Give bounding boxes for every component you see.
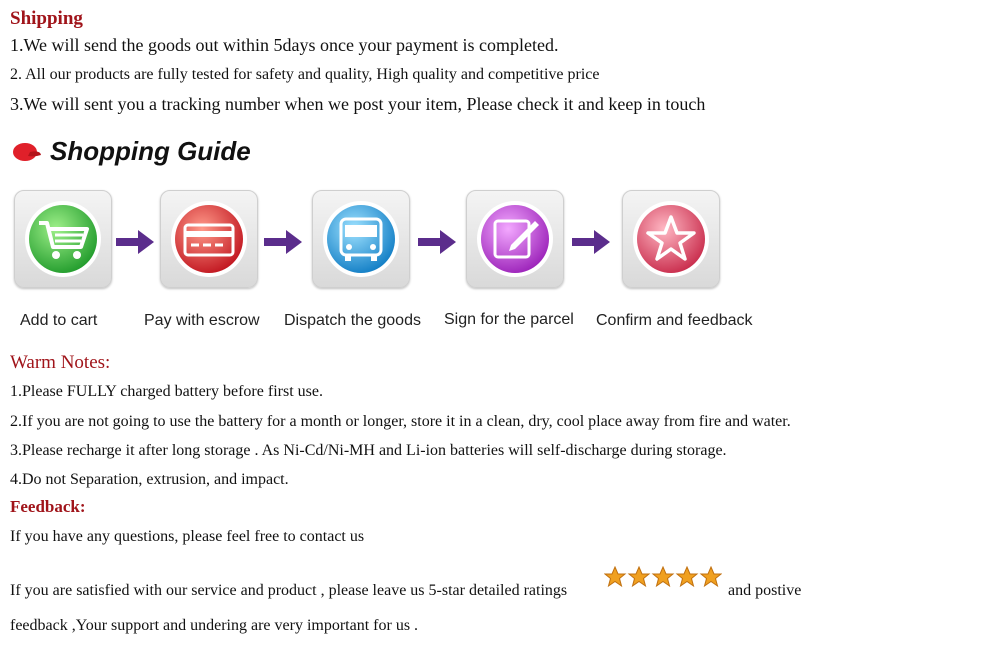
arrow-right-icon xyxy=(114,228,156,256)
five-star-rating xyxy=(604,566,722,590)
rating-star-icon xyxy=(701,567,721,586)
shipping-heading: Shipping xyxy=(10,8,83,29)
rating-star-icon xyxy=(653,567,673,586)
step-label-dispatch-the-goods: Dispatch the goods xyxy=(284,312,421,329)
step-add-to-cart xyxy=(14,190,112,288)
feedback-heading: Feedback: xyxy=(10,497,86,516)
step-label-confirm-and-feedback: Confirm and feedback xyxy=(596,312,753,329)
warm-note-1: 1.Please FULLY charged battery before first use. xyxy=(10,383,323,400)
rating-star-icon xyxy=(677,567,697,586)
step-dispatch-the-goods xyxy=(312,190,410,288)
step-sign-for-the-parcel xyxy=(466,190,564,288)
warm-note-3: 3.Please recharge it after long storage . As Ni-Cd/Ni-MH and Li-ion batteries will self-discharge during storage. xyxy=(10,442,727,459)
red-cap-icon xyxy=(10,138,42,164)
rating-star-icon xyxy=(605,567,625,586)
arrow-right-icon xyxy=(262,228,304,256)
shipping-item-1: 1.We will send the goods out within 5days once your payment is completed. xyxy=(10,35,559,55)
warm-note-4: 4.Do not Separation, extrusion, and impact. xyxy=(10,471,289,488)
feedback-line-3: feedback ,Your support and undering are very important for us . xyxy=(10,617,419,634)
feedback-line-1: If you have any questions, please feel free to contact us xyxy=(10,528,365,545)
rating-star-icon xyxy=(629,567,649,586)
step-label-pay-with-escrow: Pay with escrow xyxy=(144,312,260,329)
arrow-right-icon xyxy=(416,228,458,256)
cart-icon xyxy=(15,191,111,287)
warm-note-2: 2.If you are not going to use the battery for a month or longer, store it in a clean, dry, cool place away from fire and water. xyxy=(10,413,791,430)
star-icon xyxy=(623,191,719,287)
warm-notes-heading: Warm Notes: xyxy=(10,352,111,373)
credit-card-icon xyxy=(161,191,257,287)
step-pay-with-escrow xyxy=(160,190,258,288)
feedback-line-2-end: and postive xyxy=(728,582,802,599)
step-confirm-and-feedback xyxy=(622,190,720,288)
truck-icon xyxy=(313,191,409,287)
shipping-item-3: 3.We will sent you a tracking number when we post your item, Please check it and keep in touch xyxy=(10,94,706,114)
step-label-add-to-cart: Add to cart xyxy=(20,312,98,329)
shopping-guide-title: Shopping Guide xyxy=(50,136,251,166)
feedback-line-2: If you are satisfied with our service and product , please leave us 5-star detailed ratings xyxy=(10,582,568,599)
shipping-item-2: 2. All our products are fully tested for safety and quality, High quality and competitive price xyxy=(10,66,600,83)
step-label-sign-for-the-parcel: Sign for the parcel xyxy=(444,311,574,328)
arrow-right-icon xyxy=(570,228,612,256)
edit-note-icon xyxy=(467,191,563,287)
